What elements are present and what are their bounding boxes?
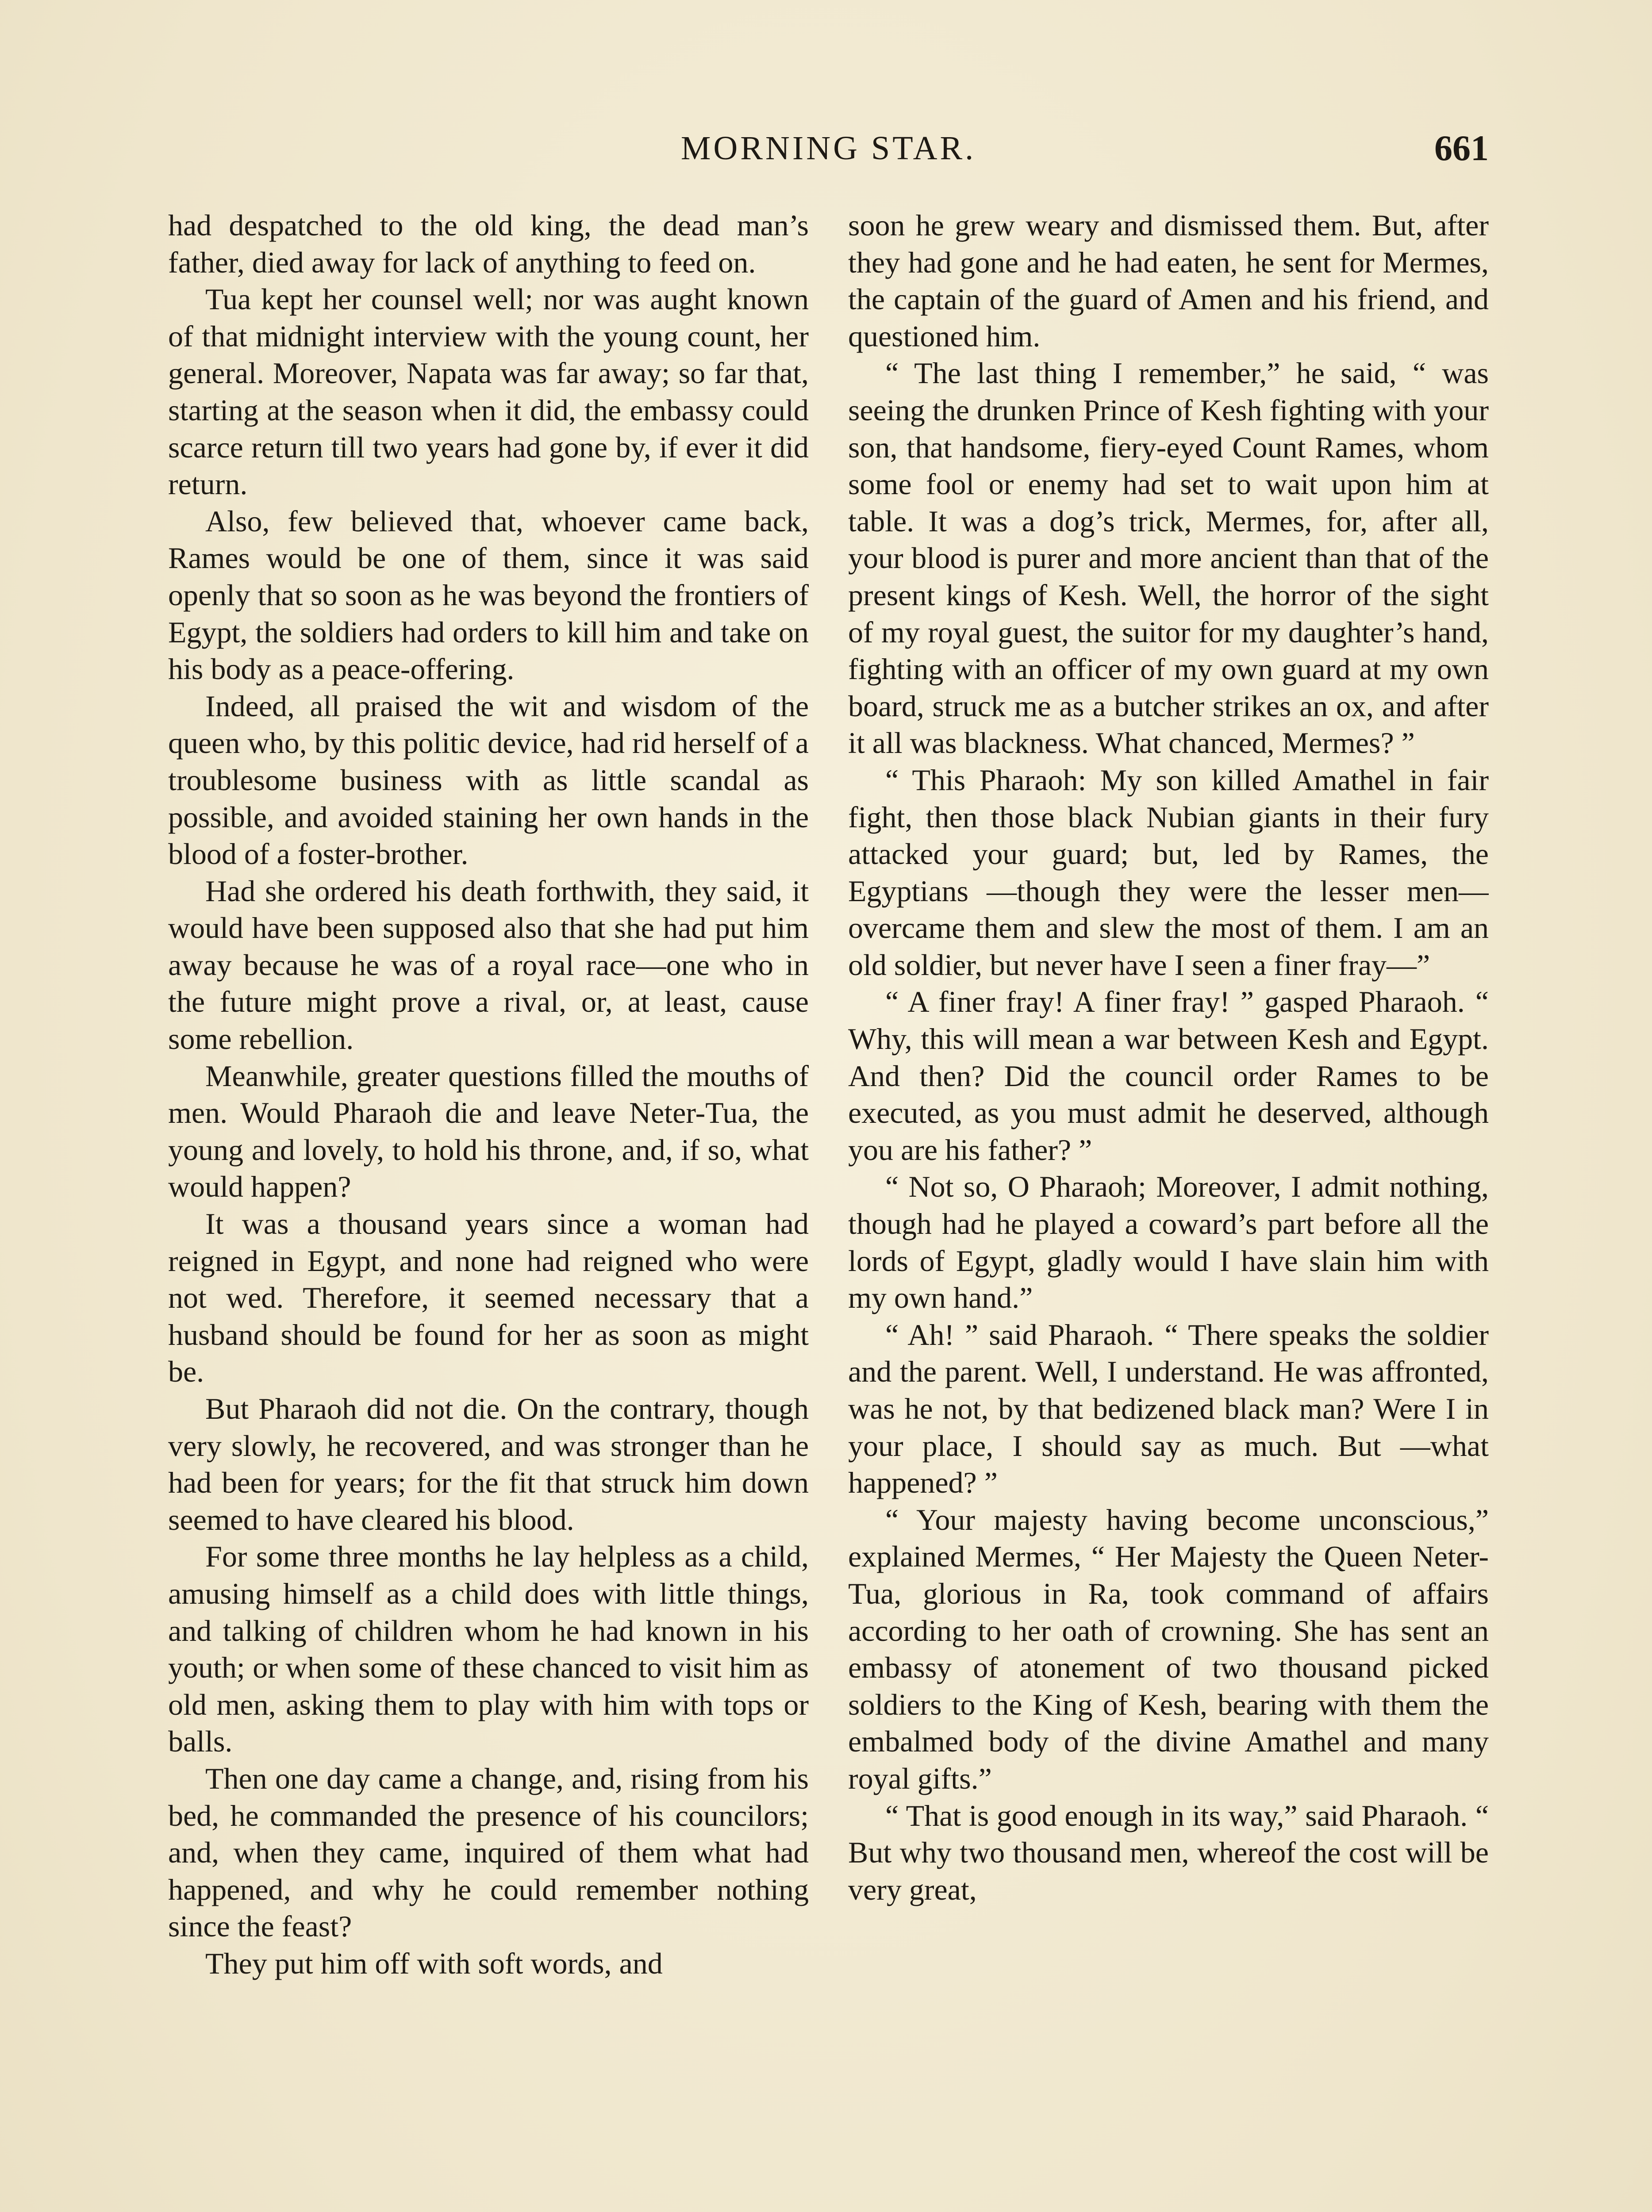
paragraph: Tua kept her counsel well; nor was aught known of that midnight interview with the young count, her general. Moreover, Napata was far away; so far that, starting at the season when it did, the embassy could scarce return till two years had gone by, if ever it did return.: [168, 282, 809, 501]
right-text-column: [848, 207, 1489, 2212]
paragraph: They put him off with soft words, and: [205, 1946, 663, 1980]
left-text-column: [168, 207, 809, 2212]
paragraph: soon he grew weary and dismissed them. But, after they had gone and he had eaten, he sent for Mermes, the captain of the guard of Amen and his friend, and questioned him.: [848, 208, 1489, 353]
paragraph: “ Ah! ” said Pharaoh. “ There speaks the soldier and the parent. Well, I understand. He was affronted, was he not, by that bedizened black man? Were I in your place, I should say as much. But —what happened? ”: [848, 1317, 1489, 1500]
paragraph: Had she ordered his death forthwith, they said, it would have been supposed also that she had put him away because he was of a royal race—one who in the future might prove a rival, or, at least, cause some rebellion.: [168, 874, 809, 1056]
paragraph: Also, few believed that, whoever came back, Rames would be one of them, since it was said openly that so soon as he was beyond the frontiers of Egypt, the soldiers had orders to kill him and take on his body as a peace-offering.: [168, 504, 809, 686]
paragraph: Indeed, all praised the wit and wisdom of the queen who, by this politic device, had rid herself of a troublesome business with as little scandal as possible, and avoided staining her own hands in the blood of a foster-brother.: [168, 689, 809, 871]
page-number: 661: [1434, 128, 1489, 168]
paragraph: “ Your majesty having become unconscious,” explained Mermes, “ Her Majesty the Queen Neter-Tua, glorious in Ra, took command of affairs according to her oath of crowning. She has sent an embassy of atonement of two thousand picked soldiers to the King of Kesh, bearing with them the embalmed body of the divine Amathel and many royal gifts.”: [848, 1502, 1489, 1795]
paragraph: Meanwhile, greater questions filled the mouths of men. Would Pharaoh die and leave Neter-Tua, the young and lovely, to hold his throne, and, if so, what would happen?: [168, 1059, 809, 1204]
paragraph: But Pharaoh did not die. On the contrary, though very slowly, he recovered, and was stronger than he had been for years; for the fit that struck him down seemed to have cleared his blood.: [168, 1392, 809, 1536]
paragraph: Then one day came a change, and, rising from his bed, he commanded the presence of his councilors; and, when they came, inquired of them what had happened, and why he could remember nothing since the feast?: [168, 1761, 809, 1943]
paragraph: had despatched to the old king, the dead man’s father, died away for lack of anything to feed on.: [168, 208, 809, 279]
running-title: MORNING STAR.: [680, 130, 976, 167]
paragraph: “ Not so, O Pharaoh; Moreover, I admit nothing, though had he played a coward’s part before all the lords of Egypt, gladly would I have slain him with my own hand.”: [848, 1170, 1489, 1315]
paragraph: It was a thousand years since a woman had reigned in Egypt, and none had reigned who were not wed. Therefore, it seemed necessary that a husband should be found for her as soon as might be.: [168, 1207, 809, 1389]
page-header: [168, 125, 1489, 173]
paragraph: “ The last thing I remember,” he said, “ was seeing the drunken Prince of Kesh fighting with your son, that handsome, fiery-eyed Count Rames, whom some fool or enemy had set to wait upon him at table. It was a dog’s trick, Mermes, for, after all, your blood is purer and more ancient than that of the present kings of Kesh. Well, the horror of the sight of my royal guest, the suitor for my daughter’s hand, fighting with an officer of my own guard at my own board, struck me as a butcher strikes an ox, and after it all was blackness. What chanced, Mermes? ”: [848, 356, 1489, 760]
paragraph: “ This Pharaoh: My son killed Amathel in fair fight, then those black Nubian giants in their fury attacked your guard; but, led by Rames, the Egyptians —though they were the lesser men—overcame them and slew the most of them. I am an old soldier, but never have I seen a finer fray—”: [848, 763, 1489, 982]
paragraph: “ That is good enough in its way,” said Pharaoh. “ But why two thousand men, whereof the cost will be very great,: [848, 1798, 1489, 1906]
paragraph: “ A finer fray! A finer fray! ” gasped Pharaoh. “ Why, this will mean a war between Kesh and Egypt. And then? Did the council order Rames to be executed, as you must admit he deserved, although you are his father? ”: [848, 985, 1489, 1167]
paragraph: For some three months he lay helpless as a child, amusing himself as a child does with little things, and talking of children whom he had known in his youth; or when some of these chanced to visit him as old men, asking them to play with him with tops or balls.: [168, 1540, 809, 1759]
